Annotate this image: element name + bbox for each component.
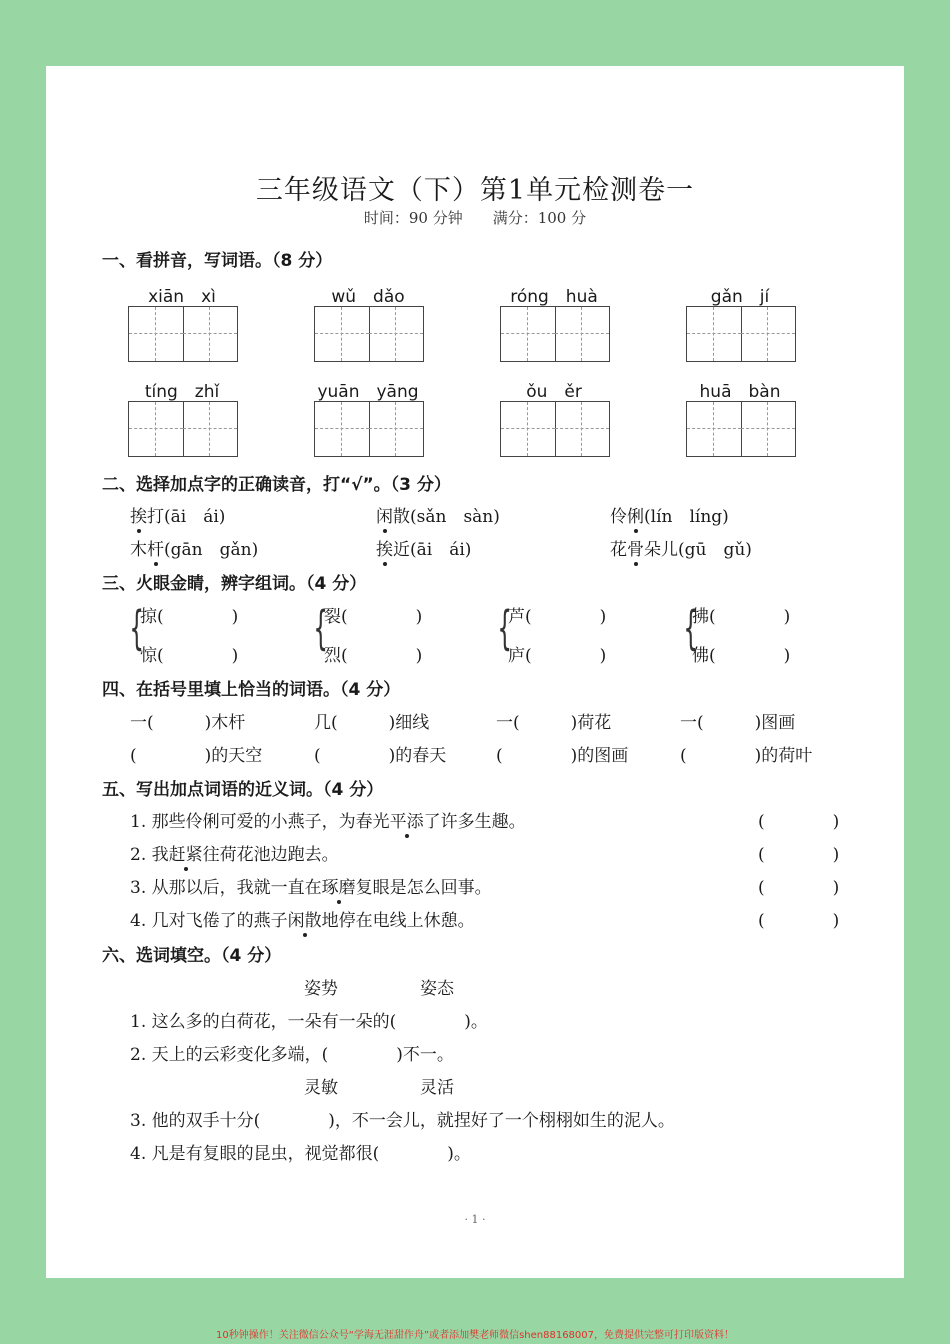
fill-blank-item[interactable]: 一( )木杆 (130, 713, 246, 733)
section-6-heading: 六、选词填空。（4 分） (102, 946, 282, 966)
page-subtitle: 时间：90 分钟 满分：100 分 (363, 209, 587, 227)
fill-blank-item[interactable]: ( )的天空 (130, 746, 263, 766)
word-group-input[interactable]: 芦( ) (508, 607, 607, 627)
section-5-heading: 五、写出加点词语的近义词。（4 分） (102, 780, 384, 800)
word-group-input[interactable]: 掠( ) (140, 607, 239, 627)
fill-blank-item[interactable]: 一( )荷花 (496, 713, 612, 733)
reading-choice-item[interactable]: 木杆(gān gǎn) (130, 540, 259, 560)
reading-choice-item[interactable]: 闲散(sǎn sàn) (376, 507, 500, 527)
brace-icon: { (313, 601, 328, 655)
pinyin-label: gǎn jí (710, 287, 770, 307)
fill-blank-item[interactable]: ( )的图画 (496, 746, 629, 766)
fill-blank-item[interactable]: ( )的荷叶 (680, 746, 813, 766)
pinyin-label: xiān xì (148, 287, 216, 307)
writing-grid[interactable] (686, 306, 796, 362)
section-4-heading: 四、在括号里填上恰当的词语。（4 分） (102, 680, 401, 700)
brace-icon: { (683, 601, 698, 655)
word-group-input[interactable]: 裂( ) (324, 607, 423, 627)
pinyin-label: róng huà (510, 287, 598, 307)
word-choice: 灵敏 (304, 1078, 338, 1098)
pinyin-label: yuān yāng (317, 382, 419, 402)
word-group-input[interactable]: 拂( ) (692, 607, 791, 627)
reading-choice-item[interactable]: 挨近(āi ái) (376, 540, 472, 560)
writing-grid[interactable] (128, 306, 238, 362)
reading-choice-item[interactable]: 挨打(āi ái) (130, 507, 226, 527)
synonym-question: 1. 那些伶俐可爱的小燕子，为春光平添了许多生趣。 (130, 812, 526, 832)
pinyin-label: tíng zhǐ (144, 382, 220, 402)
fill-blank-item[interactable]: 一( )图画 (680, 713, 796, 733)
word-choice: 姿势 (304, 979, 338, 999)
pinyin-label: wǔ dǎo (331, 287, 405, 307)
page-number: · 1 · (464, 1213, 486, 1226)
brace-icon: { (129, 601, 144, 655)
answer-blank[interactable]: ( ) (758, 911, 840, 931)
promo-footer: 10秒钟操作！关注微信公众号“学海无涯甜作舟”或者添加樊老师微信shen88168007，免费提供完整可打印版资料！ (215, 1330, 735, 1341)
word-choice: 灵活 (420, 1078, 454, 1098)
writing-grid[interactable] (500, 306, 610, 362)
section-3-heading: 三、火眼金睛，辨字组词。（4 分） (102, 574, 367, 594)
page-title: 三年级语文（下）第1单元检测卷一 (255, 175, 695, 206)
section-1-heading: 一、看拼音，写词语。（8 分） (102, 251, 333, 271)
word-group-input[interactable]: 庐( ) (508, 646, 607, 666)
fill-sentence[interactable]: 3. 他的双手十分( )，不一会儿，就捏好了一个栩栩如生的泥人。 (130, 1111, 675, 1131)
word-group-input[interactable]: 惊( ) (140, 646, 239, 666)
word-group-input[interactable]: 佛( ) (692, 646, 791, 666)
writing-grid[interactable] (128, 401, 238, 457)
answer-blank[interactable]: ( ) (758, 812, 840, 832)
section-2-heading: 二、选择加点字的正确读音，打“√”。（3 分） (102, 475, 451, 495)
writing-grid[interactable] (686, 401, 796, 457)
answer-blank[interactable]: ( ) (758, 878, 840, 898)
fill-sentence[interactable]: 4. 凡是有复眼的昆虫，视觉都很( )。 (130, 1144, 471, 1164)
brace-icon: { (497, 601, 512, 655)
answer-blank[interactable]: ( ) (758, 845, 840, 865)
word-group-input[interactable]: 烈( ) (324, 646, 423, 666)
synonym-question: 2. 我赶紧往荷花池边跑去。 (130, 845, 339, 865)
synonym-question: 4. 几对飞倦了的燕子闲散地停在电线上休憩。 (130, 911, 475, 931)
writing-grid[interactable] (314, 306, 424, 362)
reading-choice-item[interactable]: 伶俐(lín líng) (610, 507, 729, 527)
fill-sentence[interactable]: 2. 天上的云彩变化多端，( )不一。 (130, 1045, 454, 1065)
reading-choice-item[interactable]: 花骨朵儿(gū gǔ) (610, 540, 752, 560)
writing-grid[interactable] (314, 401, 424, 457)
fill-blank-item[interactable]: ( )的春天 (314, 746, 447, 766)
synonym-question: 3. 从那以后，我就一直在琢磨复眼是怎么回事。 (130, 878, 492, 898)
pinyin-label: ǒu ěr (526, 382, 582, 402)
fill-sentence[interactable]: 1. 这么多的白荷花，一朵有一朵的( )。 (130, 1012, 488, 1032)
writing-grid[interactable] (500, 401, 610, 457)
word-choice: 姿态 (420, 979, 454, 999)
fill-blank-item[interactable]: 几( )细线 (314, 713, 430, 733)
pinyin-label: huā bàn (699, 382, 781, 402)
